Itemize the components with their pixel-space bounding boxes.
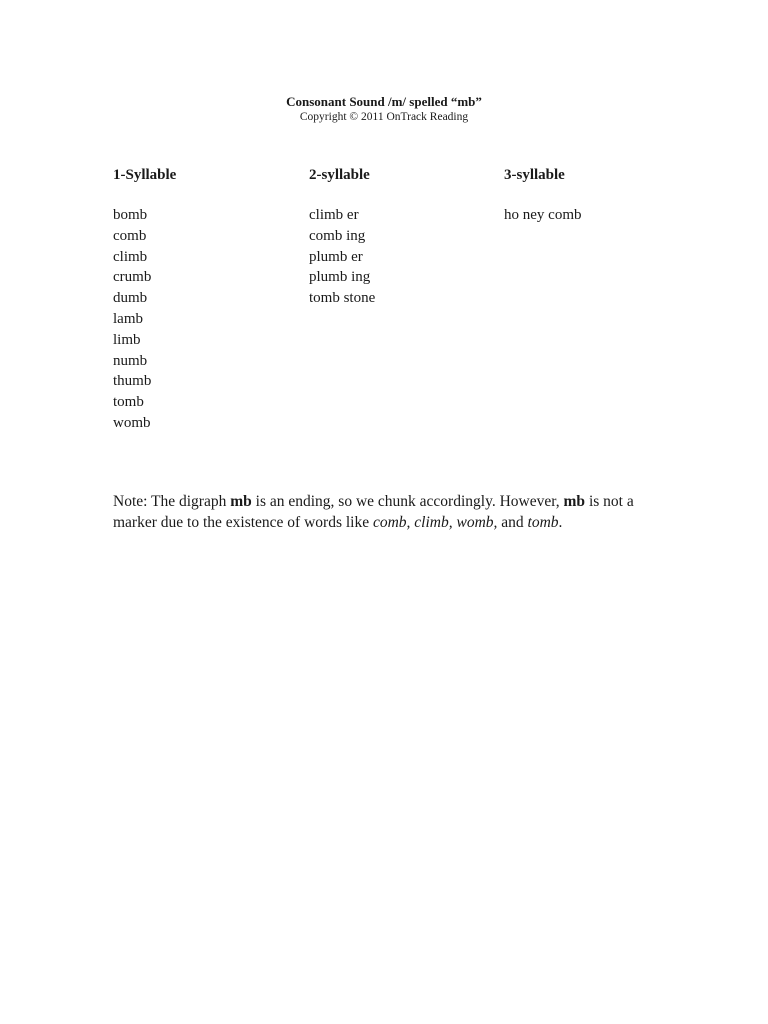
word-item: comb <box>113 227 147 244</box>
word-item: tomb <box>113 394 144 411</box>
word-item: lamb <box>113 310 143 327</box>
word-list <box>504 205 694 226</box>
note-bold-term: mb <box>563 492 586 510</box>
word-item: limb <box>113 331 141 348</box>
note-paragraph <box>113 491 658 533</box>
word-item: climb er <box>309 207 359 223</box>
note-text: Note: The digraph <box>113 492 231 510</box>
word-item: womb <box>113 414 151 431</box>
note-bold-term: mb <box>230 492 252 510</box>
word-item: climb <box>113 248 148 265</box>
note-italic-examples: comb, climb, womb, <box>372 513 498 531</box>
note-text: . <box>558 513 563 531</box>
column-3-syllable <box>504 165 694 226</box>
word-item: plumb ing <box>309 269 371 286</box>
column-heading: 2-syllable <box>309 167 370 183</box>
word-item: thumb <box>113 373 152 390</box>
note-text: is an ending, so we chunk accordingly. However, <box>251 492 564 510</box>
column-heading: 1-Syllable <box>113 167 177 183</box>
word-item: tomb stone <box>309 290 376 307</box>
column-heading: 3-syllable <box>504 167 565 183</box>
word-item: plumb er <box>309 248 363 265</box>
word-item: dumb <box>113 290 148 307</box>
word-item: ho ney comb <box>504 207 582 223</box>
word-list <box>309 205 499 309</box>
copyright-notice: Copyright © 2011 OnTrack Reading <box>299 111 469 123</box>
note-text: and <box>497 513 528 531</box>
word-item: comb ing <box>309 227 366 244</box>
column-2-syllable <box>309 165 499 309</box>
word-item: numb <box>113 352 148 369</box>
page-title: Consonant Sound /m/ spelled “mb” <box>286 94 482 109</box>
column-1-syllable <box>113 165 303 434</box>
word-list <box>113 205 303 434</box>
word-item: crumb <box>113 269 152 286</box>
note-text: is not a marker due to the existence of words like <box>113 492 634 531</box>
note-italic-example: tomb <box>527 513 559 531</box>
word-item: bomb <box>113 207 148 223</box>
